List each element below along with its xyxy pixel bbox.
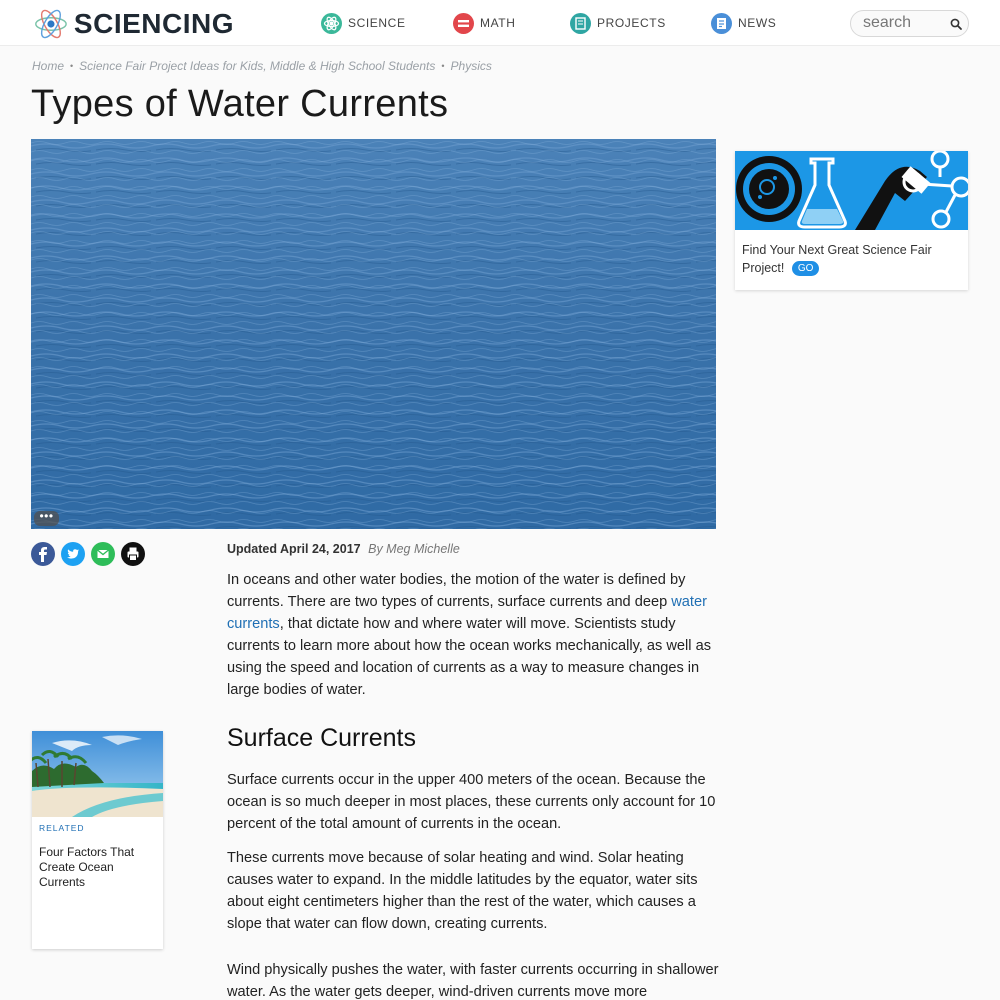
page-title: Types of Water Currents <box>31 83 449 125</box>
news-icon <box>711 13 732 34</box>
nav-math[interactable] <box>453 12 516 34</box>
breadcrumb-home[interactable]: Home <box>32 59 65 73</box>
water-image <box>31 139 716 529</box>
promo-text <box>742 241 962 277</box>
go-button[interactable]: GO <box>792 261 820 276</box>
breadcrumb-science-fair[interactable]: Science Fair Project Ideas for Kids, Middle & High School Students <box>79 59 436 73</box>
facebook-icon[interactable] <box>31 542 55 566</box>
site-logo[interactable] <box>34 7 234 41</box>
science-fair-promo[interactable] <box>735 151 968 290</box>
search-box[interactable] <box>850 10 969 37</box>
nav-projects[interactable] <box>570 12 666 34</box>
paragraph-solar-heating: These currents move because of solar heating and wind. Solar heating causes water to expand. In the middle latitudes by the equator, water sits about eight centimeters higher than the rest of the water, which causes a slope that water can flow down, creating currents. <box>227 850 698 932</box>
promo-label: Find Your Next Great Science Fair Project! <box>742 243 932 275</box>
beach-image <box>32 731 163 817</box>
nav-science-label: SCIENCE <box>348 16 406 30</box>
breadcrumb <box>32 59 492 73</box>
promo-illustration <box>735 151 968 230</box>
site-header <box>0 0 1000 46</box>
atom-icon <box>321 13 342 34</box>
image-more-button[interactable]: ••• <box>34 511 59 526</box>
nav-news[interactable] <box>711 12 776 34</box>
intro-text-before-link: In oceans and other water bodies, the motion of the water is defined by currents. There are two types of currents, surface currents and deep <box>227 572 686 610</box>
paragraph-wind: Wind physically pushes the water, with faster currents occurring in shallower water. As the water gets deeper, wind-driven currents move more <box>227 962 719 1000</box>
related-title[interactable]: Four Factors That Create Ocean Currents <box>39 845 135 889</box>
logo-text: SCIENCING <box>73 8 234 39</box>
article-meta <box>227 542 460 556</box>
breadcrumb-physics[interactable]: Physics <box>450 59 492 73</box>
section-heading-surface-currents: Surface Currents <box>227 724 416 752</box>
print-icon[interactable] <box>121 542 145 566</box>
notebook-icon <box>570 13 591 34</box>
search-icon[interactable] <box>949 17 963 31</box>
nav-science[interactable] <box>321 12 406 34</box>
nav-news-label: NEWS <box>738 16 777 30</box>
email-icon[interactable] <box>91 542 115 566</box>
equals-icon <box>453 13 474 34</box>
related-label: RELATED <box>39 823 85 833</box>
share-bar <box>31 542 151 566</box>
search-input[interactable] <box>863 14 943 32</box>
breadcrumb-separator: • <box>70 61 74 71</box>
hero-image <box>31 139 716 529</box>
intro-text-after-link: , that dictate how and where water will move. Scientists study currents to learn more about how the ocean works mechanically, as well as using the speed and location of currents as a way to measure changes in large bodies of water. <box>227 616 711 698</box>
nav-projects-label: PROJECTS <box>597 16 666 30</box>
nav-math-label: MATH <box>480 16 516 30</box>
related-article-card[interactable] <box>32 731 163 949</box>
breadcrumb-separator: • <box>441 61 445 71</box>
twitter-icon[interactable] <box>61 542 85 566</box>
atom-logo-icon <box>34 7 68 41</box>
intro-paragraph <box>227 569 719 701</box>
water-currents-link[interactable]: water currents <box>227 594 707 632</box>
updated-date: Updated April 24, 2017 <box>227 542 361 556</box>
author-byline[interactable]: By Meg Michelle <box>368 542 460 556</box>
paragraph-surface-depth: Surface currents occur in the upper 400 meters of the ocean. Because the ocean is so much deeper in most places, these currents only account for 10 percent of the total amount of currents in the ocean. <box>227 772 716 832</box>
